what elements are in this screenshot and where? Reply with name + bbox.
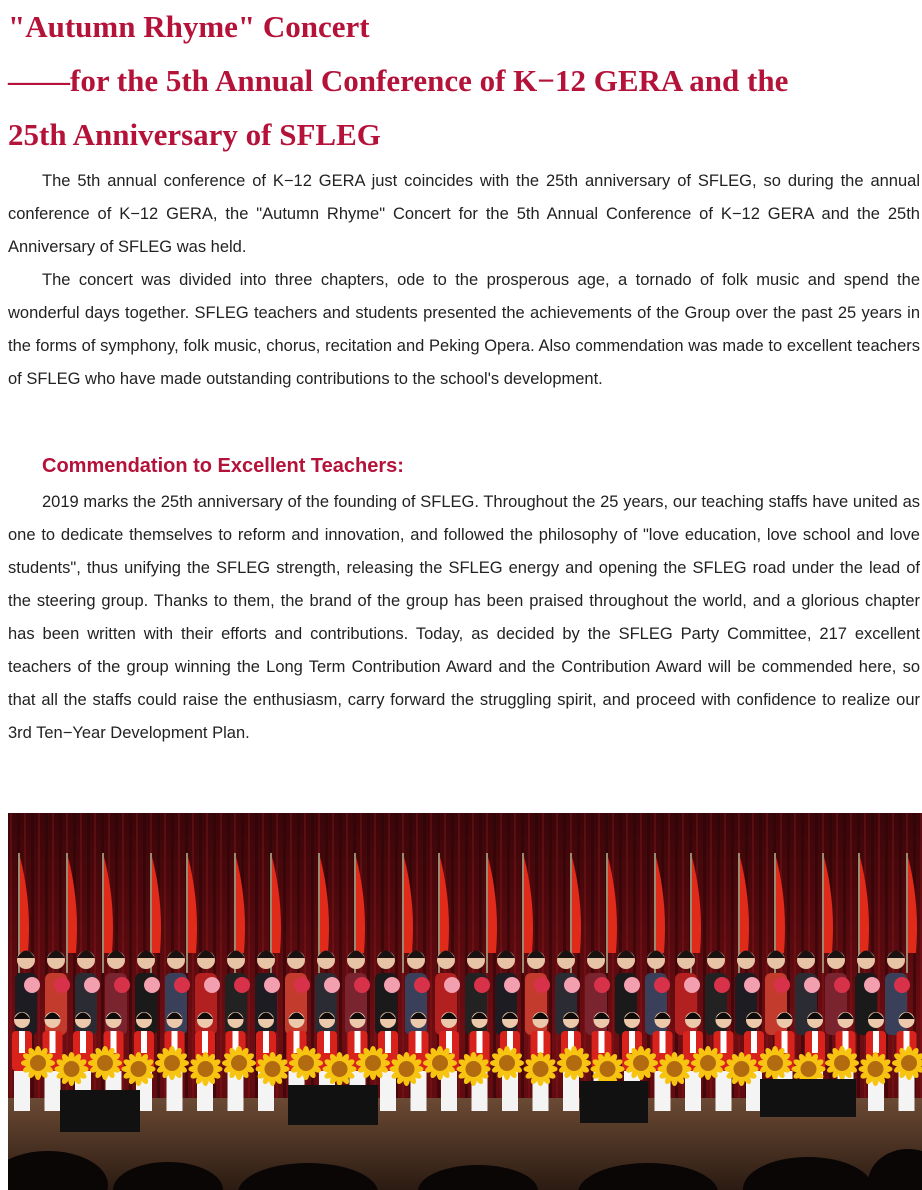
intro-paragraph-2: The concert was divided into three chapters, ode to the prosperous age, a tornado of folk music and spend the wonderful days together. SFLEG teachers and students presented the achievements of the Group over the past 25 years in the forms of symphony, folk music, chorus, recitation and Peking Opera. Also commendation was made to excellent teachers of SFLEG who have made outstanding contributions to the school's development. — [8, 271, 920, 388]
title-line-2: ——for the 5th Annual Conference of K−12 GERA and the — [8, 63, 789, 98]
intro-section — [8, 165, 920, 396]
commendation-paragraph: 2019 marks the 25th anniversary of the founding of SFLEG. Throughout the 25 years, our teaching staffs have united as one to dedicate themselves to reform and innovation, and followed the philosophy of "love education, love school and love students", thus unifying the SFLEG strength, releasing the SFLEG energy and opening the SFLEG road under the lead of the steering group. Thanks to them, the brand of the group has been praised throughout the world, and a glorious chapter has been written with their efforts and contributions. Today, as decided by the SFLEG Party Committee, 217 excellent teachers of the group winning the Long Term Contribution Award and the Contribution Award will be commended here, so that all the staffs could raise the enthusiasm, carry forward the struggling spirit, and proceed with confidence to realize our 3rd Ten−Year Development Plan. — [8, 493, 920, 742]
title-line-1: "Autumn Rhyme" Concert — [8, 9, 370, 44]
intro-paragraph-1: The 5th annual conference of K−12 GERA just coincides with the 25th anniversary of SFLEG, so during the annual conference of K−12 GERA, the "Autumn Rhyme" Concert for the 5th Annual Conference of K−12 GERA and the 25th Anniversary of SFLEG was held. — [8, 172, 920, 256]
stage-photo-illustration — [8, 813, 922, 1190]
concert-stage-photo — [8, 813, 922, 1190]
title-line-3: 25th Anniversary of SFLEG — [8, 117, 381, 152]
article-title — [8, 0, 918, 162]
commendation-heading: Commendation to Excellent Teachers: — [42, 455, 404, 477]
commendation-section — [8, 486, 920, 750]
